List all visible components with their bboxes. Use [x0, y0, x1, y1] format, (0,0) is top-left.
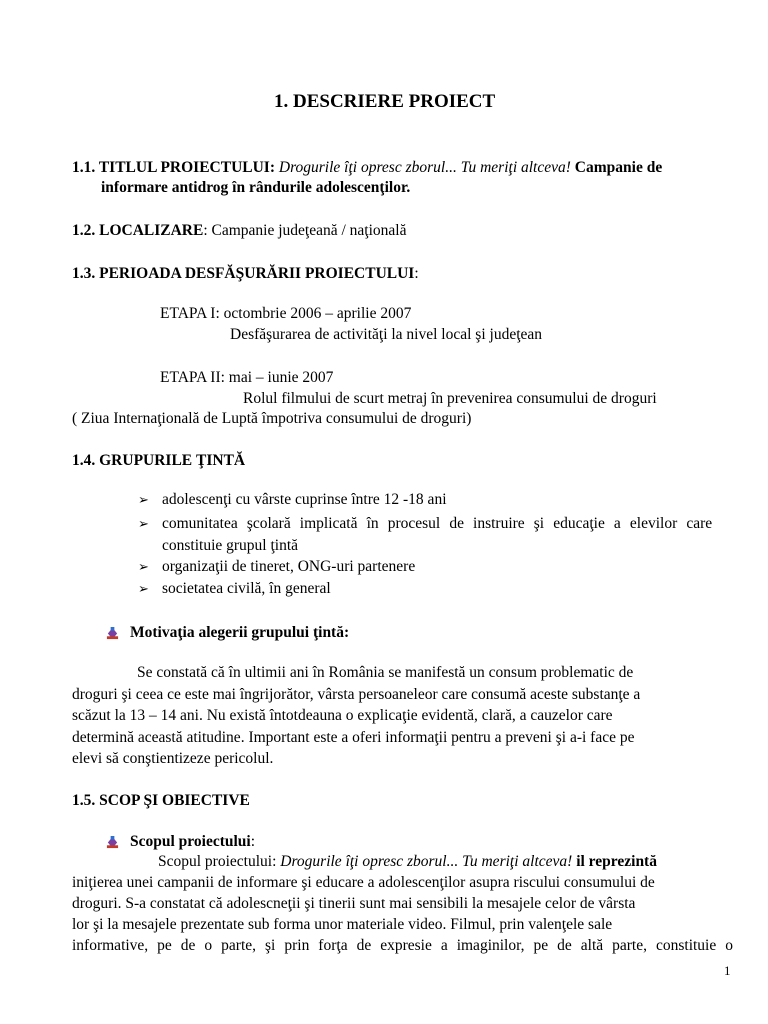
diamond-bullet-icon — [106, 627, 119, 640]
arrow-bullet-icon: ➢ — [138, 492, 149, 507]
motivatie-line: elevi să conştientizeze pericolul. — [72, 750, 274, 767]
section-1-2: 1.2. LOCALIZARE: Campanie judeţeană / naţională — [72, 222, 407, 239]
scop-line: Scopul proiectului: Drogurile îţi opresc zborul... Tu meriţi altceva! il reprezintă — [158, 853, 657, 870]
motivatie-line: scăzut la 13 – 14 ani. Nu există întotdeauna o explicaţie evidentă, clară, a cauzelor care — [72, 707, 613, 724]
section-1-4-label: 1.4. GRUPURILE ŢINTĂ — [72, 452, 246, 469]
list-item-continuation: constituie grupul ţintă — [162, 537, 299, 554]
section-1-3-label: 1.3. PERIOADA DESFĂŞURĂRII PROIECTULUI — [72, 265, 415, 282]
section-1-1-label: 1.1. TITLUL PROIECTULUI — [72, 159, 270, 176]
page-number: 1 — [724, 963, 731, 978]
section-1-5-label: 1.5. SCOP ŞI OBIECTIVE — [72, 792, 250, 809]
campaign-slogan: Drogurile îţi opresc zborul... Tu meriţi altceva! — [278, 159, 571, 176]
scop-line: droguri. S-a constatat că adolescneţii şi tinerii sunt mai sensibili la mesajele celor de vârsta — [72, 895, 636, 912]
scop-line: lor şi la mesajele prezentate sub forma unor materiale video. Filmul, prin valenţele sale — [72, 916, 613, 933]
etapa-1: ETAPA I: octombrie 2006 – aprilie 2007 — [160, 305, 412, 322]
etapa-2-desc2: ( Ziua Internaţională de Luptă împotriva consumului de droguri) — [72, 410, 472, 427]
list-item: ➢ adolescenţi cu vârste cuprinse între 12 -18 ani — [138, 491, 447, 508]
arrow-bullet-icon: ➢ — [138, 559, 149, 574]
arrow-bullet-icon: ➢ — [138, 516, 149, 531]
section-1-1: 1.1. TITLUL PROIECTULUI: Drogurile îţi opresc zborul... Tu meriţi altceva! Campanie de — [72, 159, 663, 176]
arrow-bullet-icon: ➢ — [138, 581, 149, 596]
scop-line: informative, pe de o parte, şi prin forţa de expresie a imaginilor, pe de altă parte, constituie o — [72, 937, 733, 954]
page-title: 1. DESCRIERE PROIECT — [274, 91, 496, 112]
etapa-1-desc: Desfăşurarea de activităţi la nivel local şi judeţean — [230, 326, 543, 343]
motivatie-heading: Motivaţia alegerii grupului ţintă: — [130, 623, 349, 643]
motivatie-line: determină această atitudine. Important este a oferi informaţii pentru a preveni şi a-i face pe — [72, 729, 635, 746]
motivatie-line: droguri şi ceea ce este mai îngrijorător, vârsta persoaneleor care consumă aceste substanţe a — [72, 686, 641, 703]
etapa-2-desc: Rolul filmului de scurt metraj în prevenirea consumului de droguri — [243, 390, 657, 407]
scop-line: iniţierea unei campanii de informare şi educare a adolescenţilor asupra riscului consumului de — [72, 874, 655, 891]
diamond-bullet-icon — [106, 836, 119, 849]
list-item: ➢ organizaţii de tineret, ONG-uri partenere — [138, 558, 416, 575]
motivatie-line: Se constată că în ultimii ani în România se manifestă un consum problematic de — [137, 664, 634, 681]
section-1-2-label: 1.2. LOCALIZARE — [72, 222, 204, 239]
section-1-3: 1.3. PERIOADA DESFĂŞURĂRII PROIECTULUI: — [72, 265, 419, 282]
etapa-2: ETAPA II: mai – iunie 2007 — [160, 369, 334, 386]
list-item: ➢ societatea civilă, în general — [138, 580, 331, 597]
scop-heading: Scopul proiectului: — [130, 832, 255, 852]
section-1-1-line2: informare antidrog în rândurile adolescenţilor. — [101, 179, 411, 196]
list-item: ➢ comunitatea şcolară implicată în procesul de instruire şi educaţie a elevilor care — [138, 515, 713, 532]
